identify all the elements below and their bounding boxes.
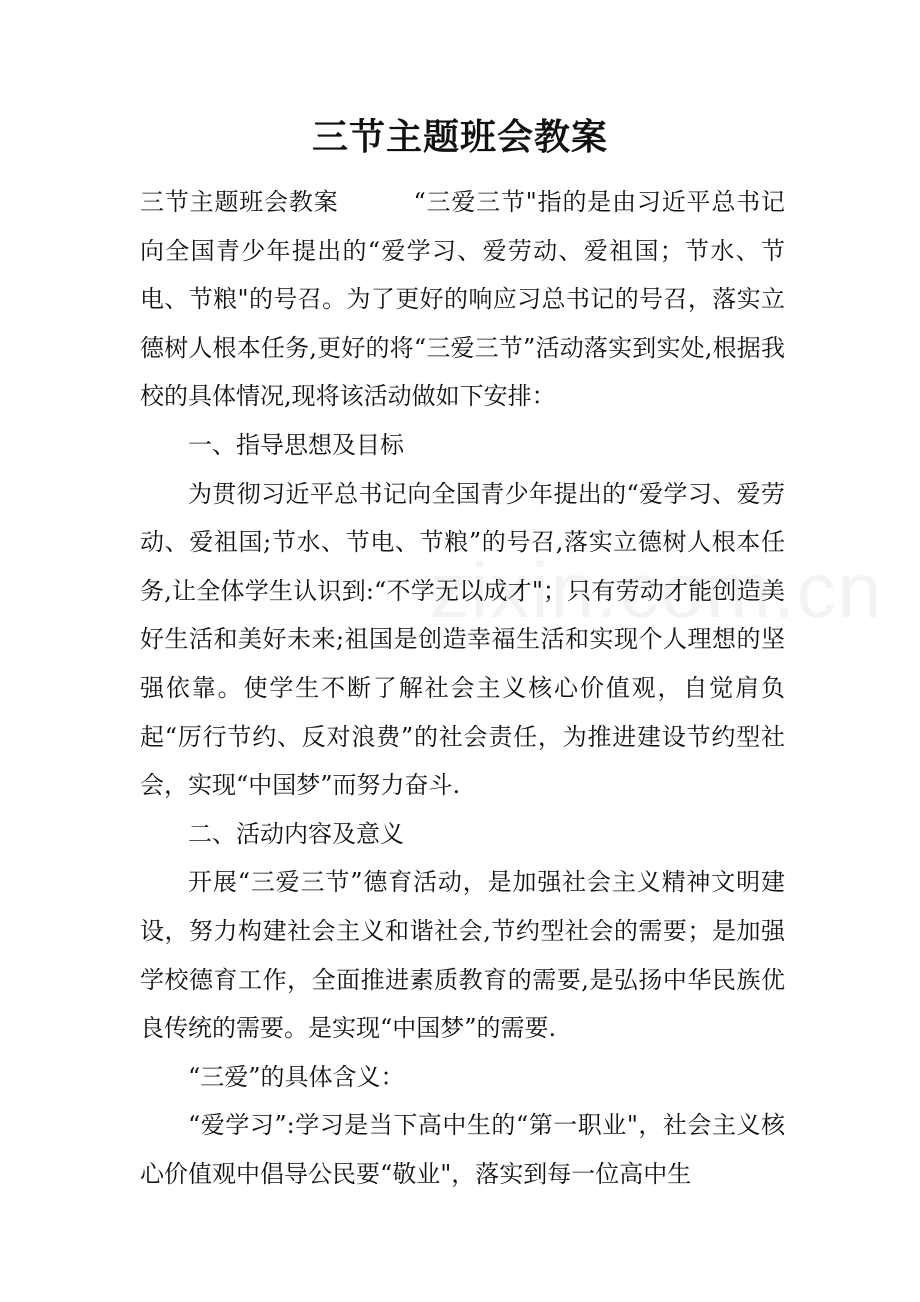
love-learning-paragraph: “爱学习”:学习是当下高中生的“第一职业"，社会主义核心价值观中倡导公民要“敬业"，落实到每一位高中生 — [140, 1111, 785, 1188]
document-title: 三节主题班会教案 — [311, 116, 608, 158]
section-heading-guiding-thought: 一、指导思想及目标 — [188, 430, 404, 459]
guiding-thought-paragraph: 为贯彻习近平总书记向全国青少年提出的“爱学习、爱劳动、爱祖国;节水、节电、节粮”的号召,落实立德树人根本任务,让全体学生认识到:“不学无以成才"；只有劳动才能创造美好生活和美好未来;祖国是创造幸福生活和实现个人理想的坚强依靠。使学生不断了解社会主义核心价值观，自觉肩负起“厉行节约、反对浪费”的社会责任，为推进建设节约型社会，实现“中国梦”而努力奋斗. — [140, 479, 785, 800]
three-loves-heading: “三爱”的具体含义： — [188, 1062, 405, 1091]
section-heading-activity-content: 二、活动内容及意义 — [188, 819, 404, 848]
document-body — [140, 178, 785, 1198]
intro-paragraph: 三节主题班会教案 “三爱三节"指的是由习近平总书记向全国青少年提出的“爱学习、爱劳动、爱祖国；节水、节电、节粮"的号召。为了更好的响应习总书记的号召，落实立德树人根本任务,更好的将“三爱三节”活动落实到实处,根据我校的具体情况,现将该活动做如下安排： — [140, 188, 785, 411]
activity-content-paragraph: 开展“三爱三节”德育活动，是加强社会主义精神文明建设，努力构建社会主义和谐社会,节约型社会的需要；是加强学校德育工作，全面推进素质教育的需要,是弘扬中华民族优良传统的需要。是实现“中国梦”的需要. — [140, 868, 785, 1043]
